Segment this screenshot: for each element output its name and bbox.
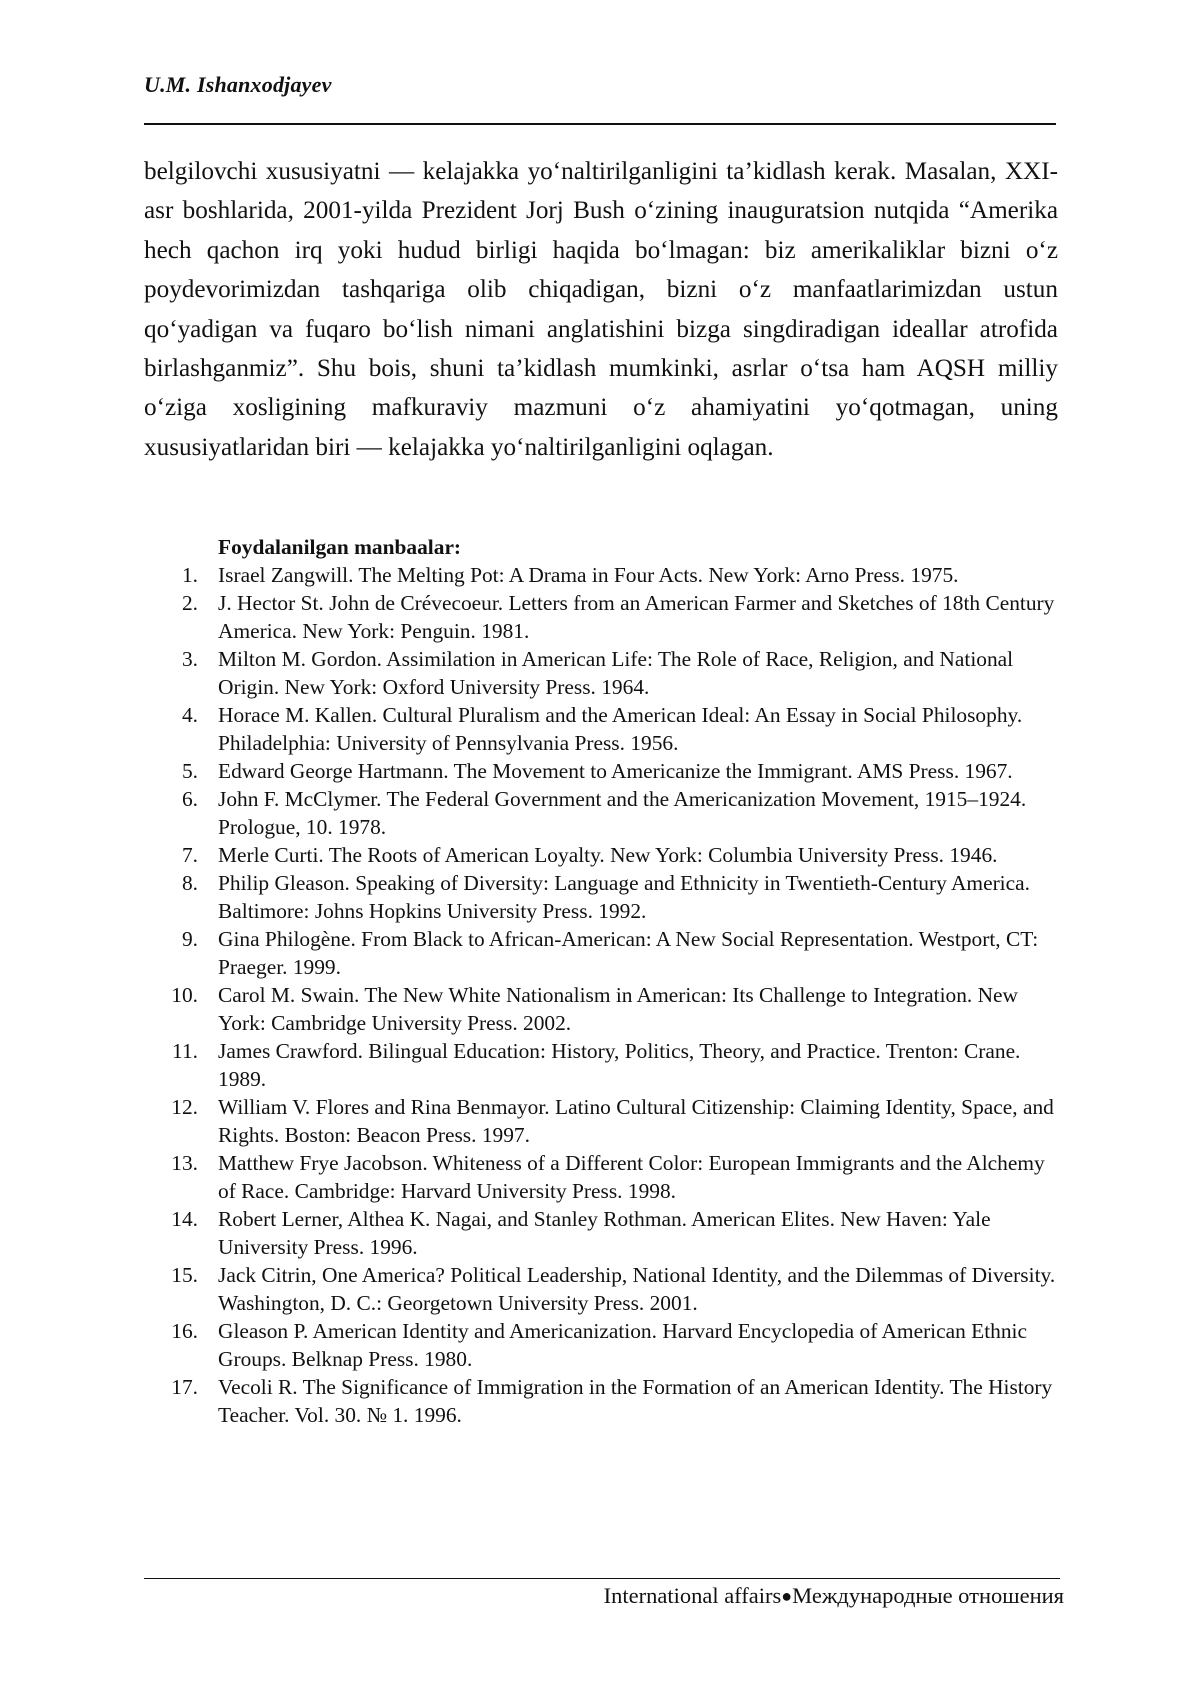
footer-journal-ru: Международные отношения (792, 1583, 1064, 1608)
reference-item (144, 1317, 1064, 1373)
reference-number: 1. (181, 563, 198, 587)
reference-item (144, 1037, 1064, 1093)
reference-number: 11. (172, 1039, 198, 1063)
reference-item (144, 869, 1064, 925)
reference-item (144, 1205, 1064, 1261)
reference-text: Horace M. Kallen. Cultural Pluralism and the American Ideal: An Essay in Social Philosophy. Philadelphia: University of Pennsylvania Press. 1956. (218, 703, 1023, 755)
references-section (144, 533, 1064, 1429)
reference-number: 6. (181, 787, 198, 811)
reference-number: 5. (181, 759, 198, 783)
reference-text: Vecoli R. The Significance of Immigration in the Formation of an American Identity. The History Teacher. Vol. 30. № 1. 1996. (218, 1375, 1053, 1427)
reference-text: J. Hector St. John de Crévecoeur. Letters from an American Farmer and Sketches of 18th Century America. New York: Penguin. 1981. (218, 591, 1055, 643)
reference-item (144, 645, 1064, 701)
references-list (144, 561, 1064, 1429)
reference-number: 3. (181, 647, 198, 671)
reference-text: John F. McClymer. The Federal Government and the Americanization Movement, 1915–1924. Prologue, 10. 1978. (218, 787, 1027, 839)
reference-item (144, 701, 1064, 757)
reference-item (144, 561, 1064, 589)
reference-item (144, 785, 1064, 841)
reference-item (144, 589, 1064, 645)
reference-item (144, 981, 1064, 1037)
reference-text: Philip Gleason. Speaking of Diversity: Language and Ethnicity in Twentieth-Century America. Baltimore: Johns Hopkins University Press. 1992. (218, 871, 1030, 923)
reference-number: 12. (171, 1095, 198, 1119)
reference-item (144, 1373, 1064, 1429)
footer-rule (144, 1578, 1060, 1579)
reference-item (144, 1093, 1064, 1149)
reference-number: 17. (171, 1375, 198, 1399)
reference-item (144, 1149, 1064, 1205)
header-rule (144, 123, 1056, 125)
footer-journal-en: International affairs (603, 1583, 782, 1608)
reference-item (144, 757, 1064, 785)
reference-number: 9. (181, 927, 198, 951)
reference-number: 14. (171, 1207, 198, 1231)
references-title: Foydalanilgan manbaalar: (218, 535, 462, 559)
footer-bullet: ● (781, 1586, 793, 1606)
reference-item (144, 841, 1064, 869)
reference-text: James Crawford. Bilingual Education: History, Politics, Theory, and Practice. Trenton: Crane. 1989. (218, 1039, 1021, 1091)
reference-text: Jack Citrin, One America? Political Leadership, National Identity, and the Dilemmas of Diversity. Washington, D. C.: Georgetown University Press. 2001. (218, 1263, 1056, 1315)
reference-item (144, 1261, 1064, 1317)
body-paragraph: belgilovchi xususiyatni — kelajakka yo‘naltirilganligini ta’kidlash kerak. Masalan, XXI-asr boshlarida, 2001-yilda Prezident Jorj Bush o‘zining inauguratsion nutqida “Amerika hech qachon irq yoki hudud birligi haqida bo‘lmagan: biz amerikaliklar bizni o‘z poydevorimizdan tashqariga olib chiqadigan, bizni o‘z manfaatlarimizdan ustun qo‘yadigan va fuqaro bo‘lish nimani anglatishini bizga singdiradigan ideallar atrofida birlashganmiz”. Shu bois, shuni ta’kidlash mumkinki, asrlar o‘tsa ham AQSH milliy o‘ziga xosligining mafkuraviy mazmuni o‘z ahamiyatini yo‘qotmagan, uning xususiyatlaridan biri — kelajakka yo‘naltirilganligini oqlagan. (144, 158, 1058, 461)
running-head-author: U.M. Ishanxodjayev (144, 72, 332, 97)
reference-text: William V. Flores and Rina Benmayor. Latino Cultural Citizenship: Claiming Identity, Space, and Rights. Boston: Beacon Press. 1997. (218, 1095, 1054, 1147)
reference-text: Gleason P. American Identity and Americanization. Harvard Encyclopedia of American Ethnic Groups. Belknap Press. 1980. (218, 1319, 1027, 1371)
reference-number: 2. (181, 591, 198, 615)
reference-number: 15. (171, 1263, 198, 1287)
footer-journal (604, 1583, 1064, 1609)
reference-number: 7. (181, 843, 198, 867)
reference-item (144, 925, 1064, 981)
reference-number: 4. (181, 703, 198, 727)
reference-number: 10. (171, 983, 198, 1007)
reference-text: Milton M. Gordon. Assimilation in American Life: The Role of Race, Religion, and National Origin. New York: Oxford University Press. 1964. (218, 647, 1014, 699)
reference-text: Gina Philogène. From Black to African-American: A New Social Representation. Westport, CT: Praeger. 1999. (218, 927, 1039, 979)
reference-number: 13. (171, 1151, 198, 1175)
reference-text: Robert Lerner, Althea K. Nagai, and Stanley Rothman. American Elites. New Haven: Yale University Press. 1996. (218, 1207, 991, 1259)
reference-number: 16. (171, 1319, 198, 1343)
reference-number: 8. (181, 871, 198, 895)
reference-text: Matthew Frye Jacobson. Whiteness of a Different Color: European Immigrants and the Alchemy of Race. Cambridge: Harvard University Press. 1998. (218, 1151, 1045, 1203)
reference-text: Israel Zangwill. The Melting Pot: A Drama in Four Acts. New York: Arno Press. 1975. (218, 563, 959, 587)
reference-text: Edward George Hartmann. The Movement to Americanize the Immigrant. AMS Press. 1967. (218, 759, 1013, 783)
reference-text: Merle Curti. The Roots of American Loyalty. New York: Columbia University Press. 1946. (218, 843, 998, 867)
reference-text: Carol M. Swain. The New White Nationalism in American: Its Challenge to Integration. New York: Cambridge University Press. 2002. (218, 983, 1018, 1035)
